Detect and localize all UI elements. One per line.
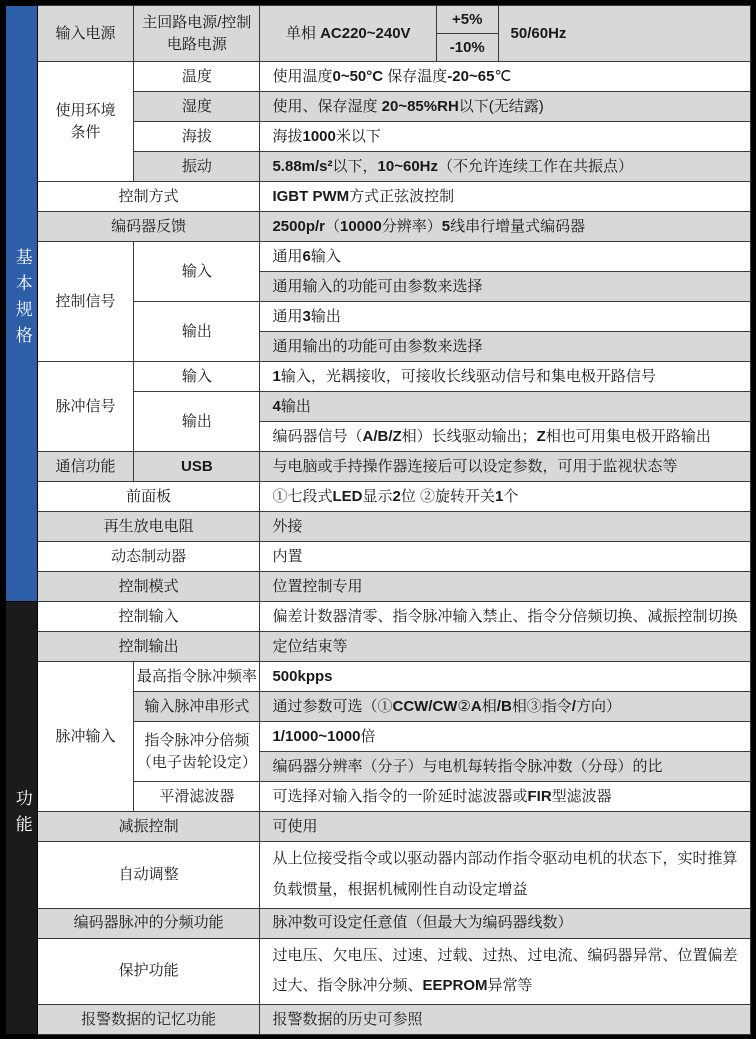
- val-regen-resistor: 外接: [260, 512, 751, 542]
- val-general-input-note: 通用输入的功能可由参数来选择: [260, 272, 751, 302]
- val-phase-voltage: 单相 AC220~240V: [260, 6, 437, 62]
- table-row: [6, 662, 751, 692]
- table-row: [6, 632, 751, 662]
- label-control-method: 控制方式: [37, 182, 260, 212]
- val-max-pulse-frequency: [260, 662, 751, 692]
- val-encoder-divide: 脉冲数可设定任意值（但最大为编码器线数）: [260, 908, 751, 938]
- sub-control-output: 输出: [134, 302, 260, 362]
- val-pulse-output-note: 编码器信号（A/B/Z相）长线驱动输出；Z相也可用集电极开路输出: [260, 422, 751, 452]
- bold-text: 50/60Hz: [510, 24, 567, 42]
- bold-text: /B: [496, 697, 512, 715]
- cat-environment: 使用环境 条件: [37, 62, 133, 182]
- label-control-mode: 控制模式: [37, 572, 260, 602]
- bold-text: 5.88m/s²: [272, 157, 333, 175]
- sub-vibration: 振动: [134, 152, 260, 182]
- val-front-panel: ①七段式LED显示2位 ②旋转开关1个: [260, 482, 751, 512]
- bold-text: 4: [272, 397, 281, 415]
- sidebar-basic-specs: [6, 6, 38, 602]
- table-row: [6, 908, 751, 938]
- val-dynamic-brake: 内置: [260, 542, 751, 572]
- sub-max-pulse-frequency: 最高指令脉冲频率: [134, 662, 260, 692]
- sub-usb: [134, 452, 260, 482]
- bold-text: 0~50°C: [332, 67, 384, 85]
- sidebar-functions: [6, 602, 38, 1035]
- label-control-input-func: 控制输入: [37, 602, 260, 632]
- val-control-output-func: 定位结束等: [260, 632, 751, 662]
- label-encoder-divide: 编码器脉冲的分频功能: [37, 908, 260, 938]
- bold-text: USB: [181, 457, 213, 475]
- bold-text: EEPROM: [422, 977, 488, 995]
- table-row: [6, 572, 751, 602]
- val-temperature: 使用温度0~50°C 保存温度-20~65℃: [260, 62, 751, 92]
- bold-text: Z: [536, 427, 546, 445]
- val-gear-note: 编码器分辨率（分子）与电机每转指令脉冲数（分母）的比: [260, 752, 751, 782]
- sub-main-control-power: 主回路电源/控制电路电源: [134, 6, 260, 62]
- label-protection: 保护功能: [37, 938, 260, 1005]
- label-front-panel: 前面板: [37, 482, 260, 512]
- table-row: [6, 938, 751, 1005]
- bold-text: -10%: [449, 38, 485, 56]
- val-general-inputs: 通用6输入: [260, 242, 751, 272]
- table-row: [6, 482, 751, 512]
- val-pulse-train-form: 通过参数可选（①CCW/CW②A相/B相③指令/方向）: [260, 692, 751, 722]
- label-regen-resistor: 再生放电电阻: [37, 512, 260, 542]
- cat-pulse-signal: 脉冲信号: [37, 362, 133, 452]
- table-row: [6, 512, 751, 542]
- val-pulse-input: 1输入，光耦接收，可接收长线驱动信号和集电极开路信号: [260, 362, 751, 392]
- table-row: [6, 6, 751, 34]
- val-auto-tuning: 从上位接受指令或以驱动器内部动作指令驱动电机的状态下，实时推算负载惯量，根据机械刚性自动设定增益: [260, 842, 751, 909]
- val-tolerance-minus: [436, 34, 498, 62]
- label-alarm-memory: 报警数据的记忆功能: [37, 1005, 260, 1035]
- bold-text: -20~65: [447, 67, 495, 85]
- bold-text: LED: [332, 487, 363, 505]
- sub-smoothing-filter: 平滑滤波器: [134, 782, 260, 812]
- sub-pulse-train-form: 输入脉冲串形式: [134, 692, 260, 722]
- bold-text: AC220~240V: [320, 24, 411, 42]
- label-auto-tuning: 自动调整: [37, 842, 260, 909]
- sidebar-functions-vertical-label: 功能: [12, 788, 32, 841]
- label-vibration-suppression: 减振控制: [37, 812, 260, 842]
- val-protection: 过电压、欠电压、过速、过载、过热、过电流、编码器异常、位置偏差过大、指令脉冲分频、EEPROM异常等: [260, 938, 751, 1005]
- val-control-method: IGBT PWM方式正弦波控制: [260, 182, 751, 212]
- bold-text: A: [470, 697, 482, 715]
- bold-text: +5%: [452, 10, 483, 28]
- val-control-input-func: 偏差计数器清零、指令脉冲输入禁止、指令分倍频切换、减振控制切换: [260, 602, 751, 632]
- table-row: [6, 62, 751, 92]
- spec-table-body: [6, 6, 751, 1035]
- bold-text: 3: [302, 307, 311, 325]
- sub-control-input: 输入: [134, 242, 260, 302]
- val-encoder-feedback: 2500p/r（10000分辨率）5线串行增量式编码器: [260, 212, 751, 242]
- cat-input-power: 输入电源: [37, 6, 133, 62]
- val-altitude: 海拔1000米以下: [260, 122, 751, 152]
- table-row: [6, 362, 751, 392]
- val-vibration-suppression: 可使用: [260, 812, 751, 842]
- bold-text: IGBT PWM: [272, 187, 350, 205]
- bold-text: /: [571, 697, 576, 715]
- sub-pulse-output: 输出: [134, 392, 260, 452]
- val-smoothing-filter: 可选择对输入指令的一阶延时滤波器或FIR型滤波器: [260, 782, 751, 812]
- val-gear-ratio: 1/1000~1000倍: [260, 722, 751, 752]
- label-dynamic-brake: 动态制动器: [37, 542, 260, 572]
- val-general-output-note: 通用输出的功能可由参数来选择: [260, 332, 751, 362]
- sub-altitude: 海拔: [134, 122, 260, 152]
- bold-text: 500kpps: [272, 667, 333, 685]
- val-vibration: 5.88m/s²以下，10~60Hz（不允许连续工作在共振点）: [260, 152, 751, 182]
- table-row: [6, 182, 751, 212]
- bold-text: 1000: [302, 127, 336, 145]
- bold-text: 1/1000~1000: [272, 727, 361, 745]
- sub-pulse-input: 输入: [134, 362, 260, 392]
- sub-humidity: 湿度: [134, 92, 260, 122]
- sub-temperature: 温度: [134, 62, 260, 92]
- bold-text: 10000: [340, 217, 382, 235]
- label-encoder-feedback: 编码器反馈: [37, 212, 260, 242]
- val-general-outputs: 通用3输出: [260, 302, 751, 332]
- bold-text: 6: [302, 247, 311, 265]
- bold-text: 10~60Hz: [377, 157, 438, 175]
- val-pulse-outputs: 4输出: [260, 392, 751, 422]
- cat-control-signal: 控制信号: [37, 242, 133, 362]
- table-row: [6, 1005, 751, 1035]
- val-control-mode: 位置控制专用: [260, 572, 751, 602]
- table-row: [6, 602, 751, 632]
- bold-text: CCW/CW: [392, 697, 458, 715]
- bold-text: 1: [272, 367, 281, 385]
- bold-text: 2500p/r: [272, 217, 326, 235]
- bold-text: A/B/Z: [362, 427, 402, 445]
- bold-text: 5: [441, 217, 451, 235]
- table-row: [6, 242, 751, 272]
- cat-communication: 通信功能: [37, 452, 133, 482]
- bold-text: 1: [495, 487, 504, 505]
- table-row: [6, 542, 751, 572]
- table-row: [6, 452, 751, 482]
- val-humidity: 使用、保存湿度 20~85%RH以下(无结露): [260, 92, 751, 122]
- table-row: [6, 812, 751, 842]
- cat-pulse-input-func: 脉冲输入: [37, 662, 133, 812]
- bold-text: 2: [392, 487, 401, 505]
- bold-text: FIR: [527, 787, 552, 805]
- table-row: [6, 212, 751, 242]
- sidebar-basic-specs-vertical-label: 基本规格: [12, 248, 32, 353]
- val-frequency: [498, 6, 750, 62]
- val-usb: 与电脑或手持操作器连接后可以设定参数，可用于监视状态等: [260, 452, 751, 482]
- spec-table: [5, 5, 751, 1035]
- sub-electronic-gear: 指令脉冲分倍频 （电子齿轮设定）: [134, 722, 260, 782]
- label-control-output-func: 控制输出: [37, 632, 260, 662]
- table-row: [6, 842, 751, 909]
- bold-text: 20~85%RH: [381, 97, 459, 115]
- val-alarm-memory: 报警数据的历史可参照: [260, 1005, 751, 1035]
- val-tolerance-plus: [436, 6, 498, 34]
